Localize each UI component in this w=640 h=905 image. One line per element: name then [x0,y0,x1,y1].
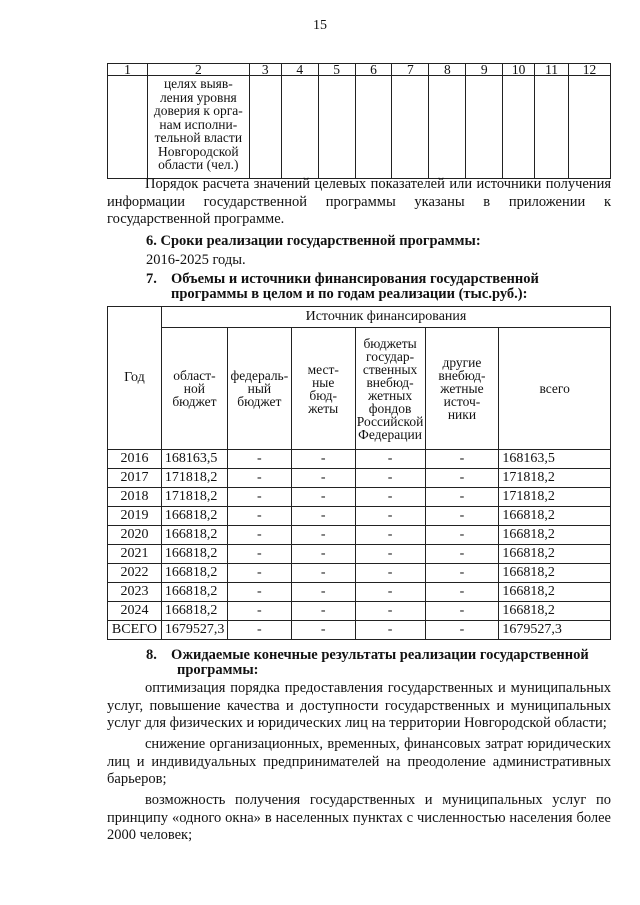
column-header-local: мест- ные бюд- жеты [291,328,355,450]
table-row [108,602,611,621]
section-6-heading: 6. Сроки реализации государственной программы: [146,233,481,249]
column-header-federal: федераль- ный бюджет [227,328,291,450]
cell-funds: - [355,507,425,526]
table-row [108,507,611,526]
cell-other: - [425,583,499,602]
cell-local: - [291,526,355,545]
column-headers [108,328,611,450]
column-header-total: всего [499,328,611,450]
cell-year: 2022 [108,564,162,583]
cell-regional: 171818,2 [161,488,227,507]
table-row [108,621,611,640]
section-6-text: 2016-2025 годы. [146,252,246,268]
cell-total: 166818,2 [499,526,611,545]
column-number: 11 [535,64,569,76]
cell-local: - [291,602,355,621]
section-8-heading: Ожидаемые конечные результаты реализации государственной программы: [171,647,589,678]
column-number-row [108,64,611,76]
cell-other: - [425,526,499,545]
cell-total: 166818,2 [499,545,611,564]
column-number: 9 [466,64,503,76]
cell-funds: - [355,488,425,507]
cell-funds: - [355,564,425,583]
cell-other: - [425,469,499,488]
cell-funds: - [355,621,425,640]
table-row [108,545,611,564]
cell-regional: 171818,2 [161,469,227,488]
cell-local: - [291,545,355,564]
cell-local: - [291,469,355,488]
column-header-other: другие внебюд- жетные источ- ники [425,328,499,450]
cell-total: 1679527,3 [499,621,611,640]
cell-year: 2023 [108,583,162,602]
year-header: Год [108,307,162,450]
page-number: 15 [313,18,327,33]
result-paragraph: оптимизация порядка предоставления государственных и муниципальных услуг, повышение качества и доступности государственных и муниципальных услуг для физических и юридических лиц на территории Новгородской области; [107,680,611,731]
cell-year: ВСЕГО [108,621,162,640]
section-7-number: 7. [146,271,157,287]
cell-funds: - [355,545,425,564]
cell-funds: - [355,602,425,621]
section-7-heading: Объемы и источники финансирования государственной программы в целом и по годам реализации (тыс.руб.): [171,271,539,302]
cell-total: 166818,2 [499,602,611,621]
table-row [108,564,611,583]
cell-local: - [291,621,355,640]
result-paragraph: снижение организационных, временных, финансовых затрат юридических лиц и индивидуальных предпринимателей на преодоление административных барьеров; [107,736,611,787]
cell-federal: - [227,507,291,526]
table-row [108,526,611,545]
cell-local: - [291,507,355,526]
cell-regional: 168163,5 [161,450,227,469]
cell-federal: - [227,621,291,640]
cell-local: - [291,583,355,602]
section-8-number: 8. [146,647,157,663]
cell-year: 2018 [108,488,162,507]
cell-federal: - [227,450,291,469]
cell-funds: - [355,583,425,602]
cell-year: 2017 [108,469,162,488]
column-header-extrabudget-funds: бюджеты государ- ственных внебюд- жетных фондов Российской Федерации [355,328,425,450]
cell-funds: - [355,450,425,469]
cell-total: 168163,5 [499,450,611,469]
column-number: 5 [318,64,355,76]
column-number: 3 [249,64,281,76]
table-row [108,488,611,507]
cell-other: - [425,621,499,640]
cell-federal: - [227,469,291,488]
cell-local: - [291,488,355,507]
cell-other: - [425,545,499,564]
financing-table [107,306,611,640]
cell-federal: - [227,602,291,621]
cell-total: 166818,2 [499,564,611,583]
cell-federal: - [227,564,291,583]
column-number: 1 [108,64,148,76]
indicators-table-continuation [107,63,611,179]
cell-federal: - [227,526,291,545]
cell-regional: 166818,2 [161,564,227,583]
result-paragraph: возможность получения государственных и муниципальных услуг по принципу «одного окна» в населенных пунктах с численностью населения более 2000 человек; [107,792,611,843]
cell-federal: - [227,545,291,564]
table-row [108,76,611,179]
paragraph-indicators-note: Порядок расчета значений целевых показателей или источники получения информации государственной программы указаны в приложении к государственной программе. [107,176,611,227]
cell-year: 2024 [108,602,162,621]
column-number: 7 [392,64,429,76]
cell-regional: 166818,2 [161,602,227,621]
cell-year: 2019 [108,507,162,526]
cell-local: - [291,564,355,583]
column-number: 10 [503,64,535,76]
cell-funds: - [355,526,425,545]
cell-year: 2021 [108,545,162,564]
source-header: Источник финансирования [161,307,610,328]
cell-local: - [291,450,355,469]
cell-total: 166818,2 [499,507,611,526]
cell-year: 2020 [108,526,162,545]
cell-regional: 166818,2 [161,583,227,602]
cell-regional: 166818,2 [161,507,227,526]
column-number: 6 [355,64,392,76]
indicator-name-cell: целях выяв- ления уровня доверия к орга- нам исполни- тельной власти Новгородской области (чел.) [147,76,249,179]
table-row [108,469,611,488]
cell-federal: - [227,583,291,602]
table-row [108,450,611,469]
cell-year: 2016 [108,450,162,469]
cell-funds: - [355,469,425,488]
column-number: 2 [147,64,249,76]
cell-total: 171818,2 [499,488,611,507]
cell-other: - [425,602,499,621]
cell-total: 171818,2 [499,469,611,488]
cell-regional: 166818,2 [161,545,227,564]
cell-regional: 1679527,3 [161,621,227,640]
column-number: 4 [281,64,318,76]
cell-regional: 166818,2 [161,526,227,545]
cell-other: - [425,450,499,469]
cell-other: - [425,488,499,507]
cell-other: - [425,507,499,526]
cell-other: - [425,564,499,583]
column-number: 12 [569,64,611,76]
table-row [108,583,611,602]
column-number: 8 [429,64,466,76]
cell-total: 166818,2 [499,583,611,602]
cell-federal: - [227,488,291,507]
column-header-regional: област- ной бюджет [161,328,227,450]
